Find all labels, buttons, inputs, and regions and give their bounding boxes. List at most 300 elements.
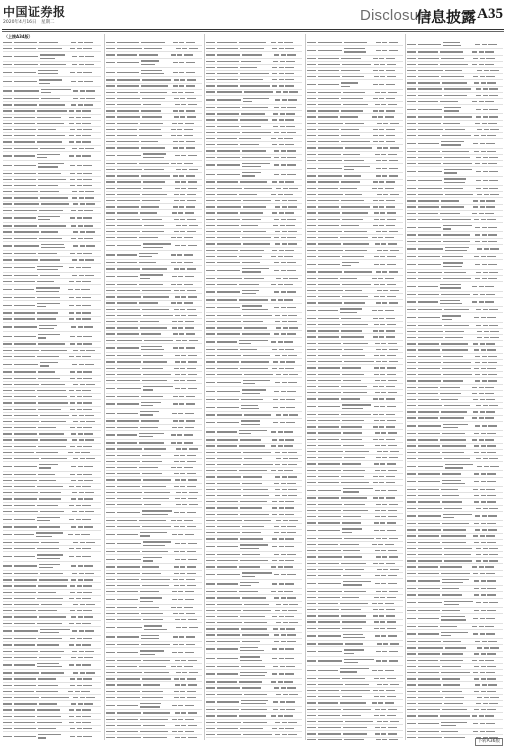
- row-name-text: [217, 694, 242, 695]
- row-code-text: [307, 426, 316, 427]
- row-title-line: [342, 64, 371, 65]
- row-name-text: [117, 380, 140, 381]
- row-code-text: [206, 641, 215, 642]
- row-title-line: [241, 61, 261, 62]
- row-name-text: [418, 678, 440, 679]
- row-date-text: [390, 684, 399, 685]
- row-name-text: [318, 530, 340, 531]
- row-value-text: [381, 733, 386, 734]
- row-value-text: [373, 563, 378, 564]
- row-date-text: [486, 731, 495, 732]
- row-value-text: [276, 278, 281, 279]
- row-title-cell: [140, 719, 170, 720]
- row-title-cell: [143, 684, 173, 685]
- row-code-text: [3, 703, 12, 704]
- row-title-cell: [36, 452, 66, 453]
- row-name-text: [14, 644, 35, 645]
- row-date-text: [85, 364, 94, 365]
- row-value-text: [274, 526, 279, 527]
- row-value-text: [382, 231, 387, 232]
- row-code-text: [3, 486, 12, 487]
- row-name-text: [318, 330, 339, 331]
- row-title-cell: [443, 225, 473, 230]
- row-title-line: [140, 427, 158, 428]
- row-date-text: [285, 583, 294, 584]
- row-name-text: [117, 599, 138, 600]
- row-value-text: [181, 559, 186, 560]
- row-code-text: [407, 76, 416, 77]
- row-title-line: [343, 709, 371, 710]
- row-title-line: [139, 262, 156, 263]
- row-date-text: [85, 56, 94, 57]
- row-value-text: [481, 317, 486, 318]
- row-value-text: [376, 660, 381, 661]
- row-code-text: [307, 84, 316, 85]
- row-value-text: [179, 347, 184, 348]
- table-row: [106, 59, 202, 68]
- row-code-text: [106, 559, 115, 560]
- row-code-text: [206, 243, 215, 244]
- row-value-text: [70, 371, 75, 372]
- row-title-cell: [242, 219, 272, 220]
- row-date-text: [489, 325, 498, 326]
- row-title-cell: [340, 237, 370, 238]
- row-code-text: [206, 307, 215, 308]
- row-title-cell: [142, 455, 172, 456]
- row-date-text: [386, 336, 395, 337]
- row-value-text: [484, 697, 489, 698]
- row-date-text: [284, 138, 293, 139]
- row-date-text: [83, 585, 92, 586]
- row-code-text: [407, 666, 416, 667]
- row-title-line: [243, 231, 266, 232]
- row-date-text: [285, 728, 294, 729]
- row-title-cell: [38, 179, 68, 180]
- row-title-cell: [141, 644, 171, 645]
- row-name-text: [318, 349, 342, 350]
- row-title-cell: [445, 337, 475, 338]
- row-value-text: [275, 206, 280, 207]
- row-code-text: [307, 406, 316, 407]
- row-value-text: [174, 691, 179, 692]
- row-value-text: [484, 331, 489, 332]
- row-value-text: [71, 433, 76, 434]
- row-code-text: [206, 374, 215, 375]
- row-code-text: [307, 141, 316, 142]
- row-title-line: [38, 737, 46, 738]
- row-title-line: [341, 86, 350, 87]
- row-title-line: [37, 666, 62, 667]
- row-code-text: [407, 325, 416, 326]
- row-value-text: [177, 434, 182, 435]
- row-name-text: [318, 181, 339, 182]
- row-value-text: [68, 452, 73, 453]
- row-code-text: [206, 554, 215, 555]
- row-title-line: [142, 455, 161, 456]
- row-title-cell: [40, 54, 70, 59]
- row-title-cell: [39, 238, 69, 239]
- row-title-line: [340, 544, 359, 545]
- row-value-text: [182, 225, 187, 226]
- row-value-text: [180, 380, 185, 381]
- row-name-text: [217, 54, 240, 55]
- row-name-text: [117, 559, 141, 560]
- row-code-text: [206, 701, 215, 702]
- row-date-text: [84, 565, 93, 566]
- row-title-cell: [242, 107, 272, 108]
- row-value-text: [80, 350, 85, 351]
- row-name-text: [14, 326, 37, 327]
- row-date-text: [82, 356, 91, 357]
- row-date-text: [485, 660, 494, 661]
- row-date-text: [86, 231, 95, 232]
- row-value-text: [172, 731, 177, 732]
- row-value-text: [480, 672, 485, 673]
- row-value-text: [272, 181, 277, 182]
- row-value-text: [481, 452, 486, 453]
- row-name-text: [14, 267, 35, 268]
- row-date-text: [486, 411, 495, 412]
- row-title-line: [140, 278, 150, 279]
- row-date-text: [489, 458, 498, 459]
- row-code-text: [206, 164, 215, 165]
- row-value-text: [279, 144, 284, 145]
- row-name-text: [418, 610, 440, 611]
- row-date-text: [488, 684, 497, 685]
- row-name-text: [217, 431, 237, 432]
- row-value-text: [275, 452, 280, 453]
- row-title-line: [341, 181, 360, 182]
- row-name-text: [418, 123, 441, 124]
- row-title-cell: [142, 380, 172, 381]
- row-name-text: [117, 388, 141, 389]
- row-title-cell: [139, 262, 169, 263]
- row-value-text: [382, 556, 387, 557]
- row-value-text: [72, 275, 77, 276]
- table-row: [407, 599, 503, 608]
- row-value-text: [69, 644, 74, 645]
- row-date-text: [287, 307, 296, 308]
- row-code-text: [206, 628, 215, 629]
- row-value-text: [175, 388, 180, 389]
- row-code-text: [206, 256, 215, 257]
- row-value-text: [76, 318, 81, 319]
- row-title-cell: [444, 554, 474, 555]
- row-title-cell: [442, 666, 472, 667]
- row-title-cell: [140, 703, 170, 708]
- row-title-line: [445, 129, 465, 130]
- row-title-cell: [441, 343, 471, 344]
- row-title-cell: [37, 303, 67, 308]
- row-title-cell: [341, 386, 371, 387]
- row-title-cell: [143, 386, 173, 391]
- row-date-text: [386, 476, 395, 477]
- row-date-text: [186, 613, 195, 614]
- row-value-text: [72, 191, 77, 192]
- row-name-text: [14, 728, 36, 729]
- row-date-text: [387, 420, 396, 421]
- row-code-text: [106, 110, 115, 111]
- row-value-text: [482, 356, 487, 357]
- row-title-line: [343, 343, 368, 344]
- row-title-line: [243, 610, 271, 611]
- row-title-line: [342, 420, 364, 421]
- row-title-cell: [341, 615, 371, 616]
- row-name-text: [318, 271, 342, 272]
- row-code-text: [206, 458, 215, 459]
- row-code-text: [307, 635, 316, 636]
- row-title-line: [37, 722, 62, 723]
- row-name-text: [318, 256, 340, 257]
- row-date-text: [288, 734, 297, 735]
- row-value-text: [375, 575, 380, 576]
- row-value-text: [271, 591, 276, 592]
- row-value-text: [472, 213, 477, 214]
- row-value-text: [474, 678, 479, 679]
- row-date-text: [285, 85, 294, 86]
- row-date-text: [186, 347, 195, 348]
- row-date-text: [386, 206, 395, 207]
- row-title-line: [37, 141, 62, 142]
- row-date-text: [82, 390, 91, 391]
- row-value-text: [176, 448, 181, 449]
- row-value-text: [472, 393, 477, 394]
- row-name-text: [217, 507, 238, 508]
- row-code-text: [206, 188, 215, 189]
- row-value-text: [482, 362, 487, 363]
- row-title-line: [144, 504, 161, 505]
- row-title-cell: [340, 603, 370, 604]
- row-title-cell: [38, 163, 68, 168]
- row-date-text: [388, 733, 397, 734]
- row-name-text: [318, 386, 339, 387]
- table-grid: [3, 34, 503, 740]
- row-code-text: [206, 349, 215, 350]
- row-code-text: [106, 129, 115, 130]
- row-date-text: [189, 340, 198, 341]
- row-title-cell: [441, 672, 471, 673]
- table-row: [407, 105, 503, 114]
- row-value-text: [382, 50, 387, 51]
- row-title-line: [243, 452, 271, 453]
- row-value-text: [382, 175, 387, 176]
- row-name-text: [14, 185, 36, 186]
- row-title-cell: [341, 129, 371, 130]
- row-value-text: [279, 48, 284, 49]
- row-title-cell: [343, 488, 373, 493]
- row-value-text: [78, 326, 83, 327]
- row-name-text: [418, 433, 440, 434]
- row-date-text: [83, 371, 92, 372]
- row-code-text: [3, 736, 12, 737]
- row-title-cell: [344, 48, 374, 53]
- row-title-cell: [442, 82, 472, 83]
- row-title-line: [139, 467, 158, 468]
- row-date-text: [386, 84, 395, 85]
- row-date-text: [387, 678, 396, 679]
- row-title-line: [142, 514, 168, 515]
- row-name-text: [418, 445, 440, 446]
- row-name-text: [117, 368, 140, 369]
- row-name-text: [14, 678, 36, 679]
- row-name-text: [217, 48, 238, 49]
- row-code-text: [407, 163, 416, 164]
- row-code-text: [407, 227, 416, 228]
- row-date-text: [187, 194, 196, 195]
- row-title-cell: [37, 390, 67, 391]
- row-name-text: [217, 341, 237, 342]
- row-value-text: [174, 585, 179, 586]
- row-title-cell: [242, 157, 272, 158]
- row-title-line: [140, 601, 153, 602]
- row-value-text: [279, 119, 284, 120]
- row-value-text: [274, 532, 279, 533]
- row-name-text: [14, 685, 36, 686]
- row-title-cell: [442, 610, 472, 611]
- row-name-text: [217, 85, 238, 86]
- row-date-text: [387, 76, 396, 77]
- row-title-cell: [143, 315, 173, 316]
- row-date-text: [287, 174, 296, 175]
- row-name-text: [418, 523, 440, 524]
- row-code-text: [307, 530, 316, 531]
- row-title-line: [442, 219, 471, 220]
- row-date-text: [388, 445, 397, 446]
- row-name-text: [217, 501, 238, 502]
- row-title-cell: [443, 163, 473, 164]
- table-row: [206, 378, 302, 387]
- row-name-text: [14, 585, 36, 586]
- row-name-text: [117, 212, 138, 213]
- row-value-text: [281, 157, 286, 158]
- row-code-text: [407, 44, 416, 45]
- row-date-text: [86, 203, 95, 204]
- row-value-text: [180, 526, 185, 527]
- row-date-text: [83, 427, 92, 428]
- row-code-text: [3, 556, 12, 557]
- row-value-text: [282, 243, 287, 244]
- row-name-text: [318, 50, 342, 51]
- row-title-cell: [140, 327, 170, 328]
- row-value-text: [175, 188, 180, 189]
- row-title-line: [37, 554, 63, 555]
- row-title-line: [440, 417, 464, 418]
- row-code-text: [106, 427, 115, 428]
- row-title-line: [443, 266, 462, 267]
- row-title-line: [344, 653, 354, 654]
- row-value-text: [383, 451, 388, 452]
- row-date-text: [82, 623, 91, 624]
- row-title-cell: [441, 294, 471, 295]
- row-code-text: [407, 653, 416, 654]
- row-value-text: [279, 514, 284, 515]
- row-title-line: [240, 548, 259, 549]
- row-title-cell: [340, 702, 370, 703]
- row-title-line: [242, 576, 255, 577]
- row-title-line: [144, 448, 166, 449]
- row-value-text: [479, 566, 484, 567]
- row-value-text: [373, 336, 378, 337]
- row-name-text: [418, 294, 439, 295]
- row-value-text: [173, 403, 178, 404]
- row-title-line: [344, 160, 364, 161]
- row-code-text: [307, 575, 316, 576]
- row-title-line: [440, 660, 463, 661]
- row-value-text: [72, 630, 77, 631]
- row-title-line: [243, 243, 270, 244]
- row-code-text: [307, 284, 316, 285]
- row-date-text: [284, 284, 293, 285]
- row-code-text: [106, 284, 115, 285]
- table-row: [407, 40, 503, 49]
- row-code-text: [407, 82, 416, 83]
- row-title-cell: [240, 212, 270, 213]
- row-title-line: [39, 79, 62, 80]
- row-value-text: [174, 219, 179, 220]
- row-value-text: [473, 200, 478, 201]
- row-title-cell: [142, 697, 172, 698]
- row-date-text: [187, 219, 196, 220]
- row-title-cell: [36, 691, 66, 692]
- row-date-text: [83, 678, 92, 679]
- row-title-line: [239, 715, 266, 716]
- row-title-line: [444, 95, 467, 96]
- row-title-line: [36, 691, 58, 692]
- row-value-text: [482, 641, 487, 642]
- row-value-text: [78, 616, 83, 617]
- row-title-cell: [443, 241, 473, 242]
- row-title-line: [143, 660, 170, 661]
- row-date-text: [388, 154, 397, 155]
- row-value-text: [272, 560, 277, 561]
- row-value-text: [481, 349, 486, 350]
- row-name-text: [418, 554, 442, 555]
- row-value-text: [173, 206, 178, 207]
- row-date-text: [186, 175, 195, 176]
- row-date-text: [487, 317, 496, 318]
- row-value-text: [374, 367, 379, 368]
- row-title-cell: [344, 649, 374, 654]
- row-title-line: [242, 237, 271, 238]
- row-date-text: [187, 309, 196, 310]
- row-name-text: [117, 534, 138, 535]
- row-date-text: [83, 736, 92, 737]
- row-value-text: [482, 374, 487, 375]
- row-name-text: [418, 588, 440, 589]
- row-value-text: [480, 535, 485, 536]
- row-value-text: [172, 413, 177, 414]
- row-date-text: [388, 343, 397, 344]
- row-value-text: [474, 368, 479, 369]
- row-value-text: [76, 709, 81, 710]
- row-date-text: [86, 458, 95, 459]
- row-date-text: [188, 619, 197, 620]
- row-name-text: [318, 635, 341, 636]
- row-title-line: [143, 684, 160, 685]
- row-date-text: [488, 356, 497, 357]
- row-value-text: [275, 495, 280, 496]
- row-value-text: [77, 217, 82, 218]
- row-name-text: [217, 422, 239, 423]
- row-date-text: [288, 355, 297, 356]
- row-date-text: [485, 51, 494, 52]
- row-code-text: [3, 238, 12, 239]
- row-value-text: [383, 194, 388, 195]
- row-name-text: [418, 580, 440, 581]
- row-code-text: [3, 498, 12, 499]
- row-value-text: [79, 197, 84, 198]
- row-name-text: [318, 414, 339, 415]
